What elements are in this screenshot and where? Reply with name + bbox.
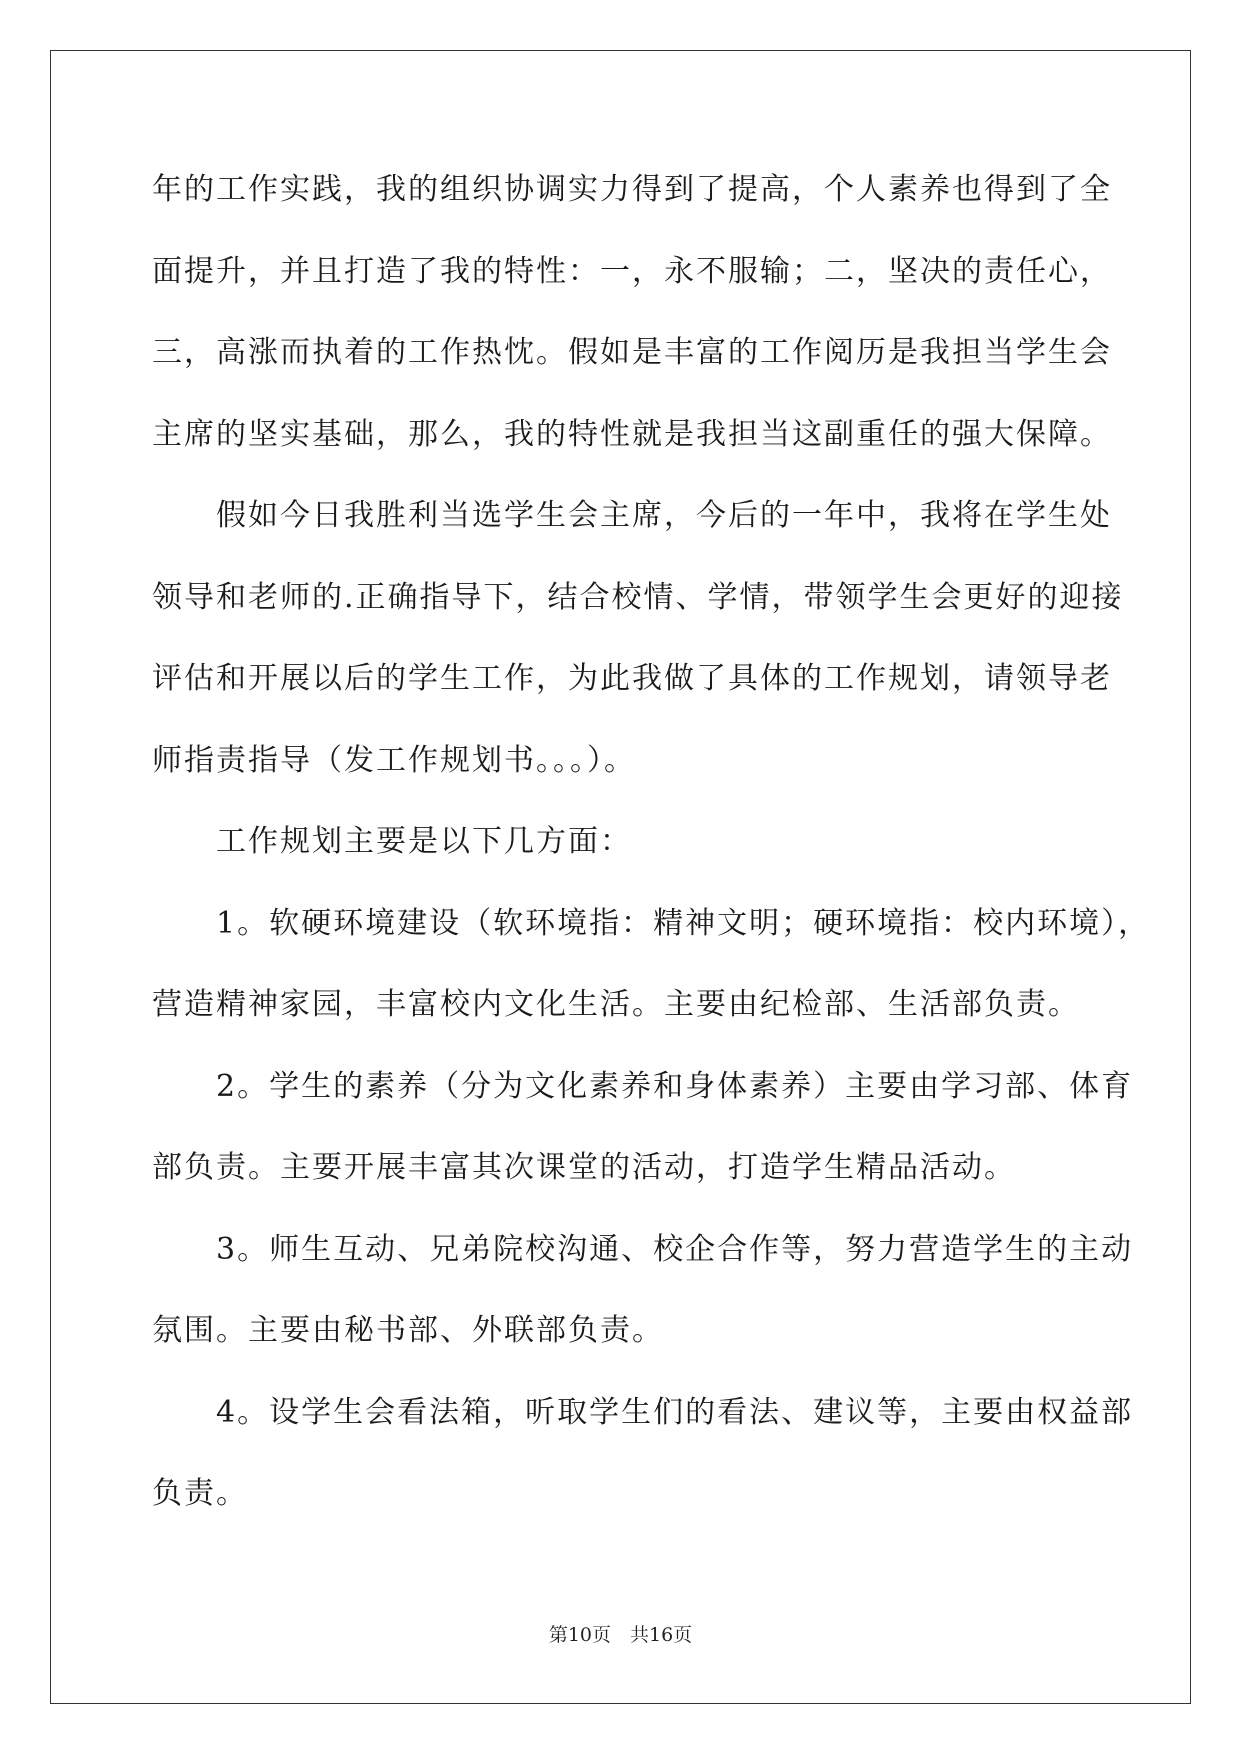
text-line: 工作规划主要是以下几方面： — [216, 824, 632, 859]
text-line: 评估和开展以后的学生工作，为此我做了具体的工作规划，请领导老 — [152, 661, 1112, 696]
text-line: 营造精神家园，丰富校内文化生活。主要由纪检部、生活部负责。 — [152, 987, 1080, 1022]
text-line: 氛围。主要由秘书部、外联部负责。 — [152, 1313, 664, 1348]
text-line: 师指责指导（发工作规划书。。。）。 — [152, 742, 636, 778]
text-line: 领导和老师的.正确指导下，结合校情、学情，带领学生会更好的迎接 — [152, 579, 1124, 615]
text-line: 部负责。主要开展丰富其次课堂的活动，打造学生精品活动。 — [152, 1150, 1016, 1185]
text-line: 年的工作实践，我的组织协调实力得到了提高，个人素养也得到了全 — [152, 172, 1112, 207]
page-number-label: 第10页 共16页 — [548, 1624, 693, 1646]
text-line: 主席的坚实基础，那么，我的特性就是我担当这副重任的强大保障。 — [152, 416, 1112, 452]
text-line: 面提升，并且打造了我的特性：一，永不服输；二，坚决的责任心， — [152, 253, 1112, 289]
text-line: 1。软硬环境建设（软环境指：精神文明；硬环境指：校内环境）， — [216, 905, 1151, 941]
text-line: 负责。 — [152, 1476, 248, 1511]
text-line: 2。学生的素养（分为文化素养和身体素养）主要由学习部、体育 — [216, 1068, 1134, 1104]
page-footer — [0, 1620, 1241, 1647]
text-line: 三，高涨而执着的工作热忱。假如是丰富的工作阅历是我担当学生会 — [152, 335, 1112, 370]
text-line: 假如今日我胜利当选学生会主席，今后的一年中，我将在学生处 — [216, 498, 1112, 533]
text-line: 3。师生互动、兄弟院校沟通、校企合作等，努力营造学生的主动 — [216, 1231, 1134, 1267]
text-line: 4。设学生会看法箱，听取学生们的看法、建议等，主要由权益部 — [216, 1394, 1134, 1430]
document-body — [152, 160, 1151, 1546]
